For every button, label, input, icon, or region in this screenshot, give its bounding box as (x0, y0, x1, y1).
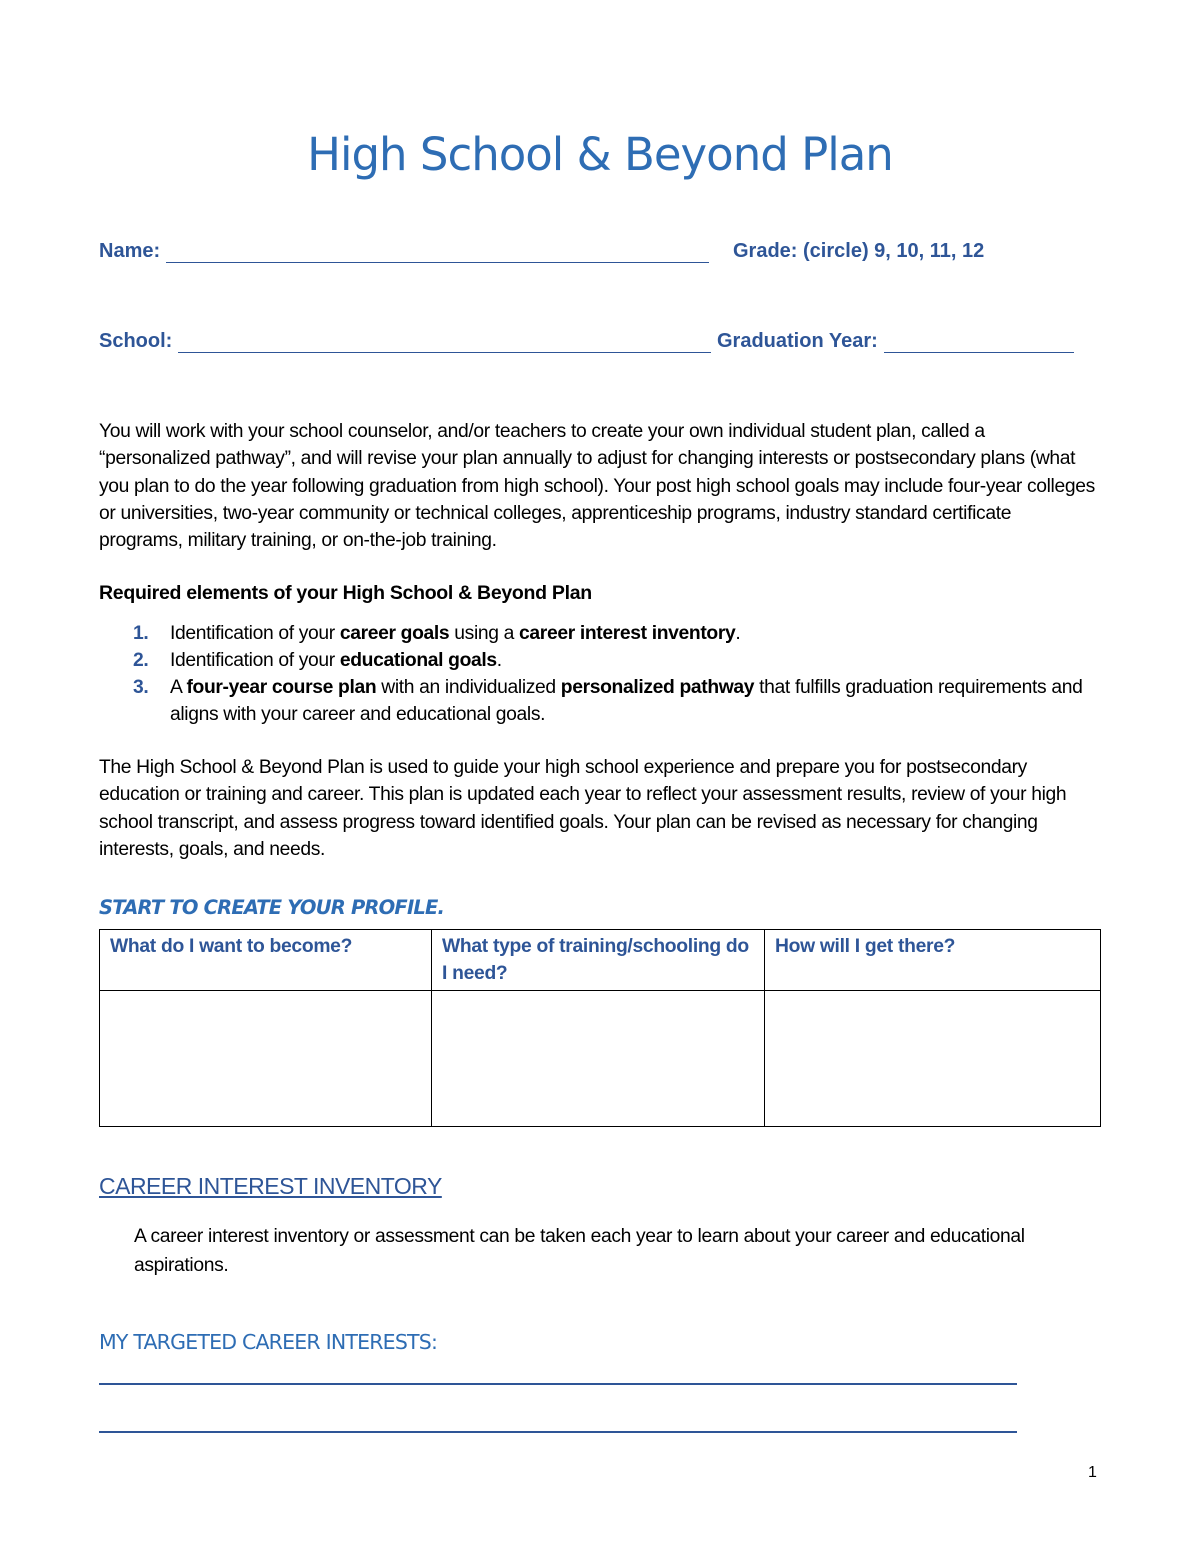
graduation-year-field (717, 330, 1074, 353)
school-field (99, 330, 711, 353)
name-label: Name: (99, 240, 161, 262)
answer-cell-get-there[interactable] (765, 991, 1101, 1127)
graduation-year-label: Graduation Year: (717, 330, 878, 352)
page-title: High School & Beyond Plan (307, 128, 893, 181)
list-item: 2. Identification of your educational goals. (99, 647, 1099, 674)
required-elements-heading: Required elements of your High School & Beyond Plan (99, 582, 592, 604)
targeted-career-heading: MY TARGETED CAREER INTERESTS: (99, 1330, 438, 1354)
page-number: 1 (1088, 1464, 1097, 1481)
graduation-year-blank-line[interactable] (884, 332, 1074, 353)
table-header-row (100, 930, 1101, 991)
column-header: What type of training/schooling do I need? (432, 930, 765, 991)
profile-table (99, 929, 1101, 1127)
answer-cell-become[interactable] (100, 991, 432, 1127)
list-item: 1. Identification of your career goals using a career interest inventory. (99, 620, 1099, 647)
name-blank-line[interactable] (166, 242, 709, 263)
intro-paragraph: You will work with your school counselor, and/or teachers to create your own individual student plan, called a “personalized pathway”, and will revise your plan annually to adjust for changing interests or postsecondary plans (what you plan to do the year following graduation from high school). Your post high school goals may include four-year colleges or universities, two-year community or technical colleges, apprenticeship programs, industry standard certificate programs, military training, or on-the-job training. (99, 421, 1095, 552)
name-field (99, 240, 709, 263)
career-interest-line[interactable] (99, 1431, 1017, 1433)
column-header: How will I get there? (765, 930, 1101, 991)
career-inventory-text: A career interest inventory or assessment can be taken each year to learn about your career and educational aspirations. (134, 1226, 1025, 1276)
career-inventory-heading[interactable]: CAREER INTEREST INVENTORY (99, 1173, 442, 1199)
column-header: What do I want to become? (100, 930, 432, 991)
required-elements-list (99, 620, 1099, 728)
list-item: 3. A four-year course plan with an individualized personalized pathway that fulfills graduation requirements and aligns with your career and educational goals. (99, 674, 1099, 728)
list-number: 1. (133, 623, 149, 644)
list-number: 2. (133, 650, 149, 671)
grade-label: Grade: (circle) 9, 10, 11, 12 (733, 240, 985, 262)
career-interest-line[interactable] (99, 1383, 1017, 1385)
grade-field (733, 240, 984, 263)
school-label: School: (99, 330, 173, 352)
list-number: 3. (133, 677, 149, 698)
table-row (100, 991, 1101, 1127)
school-blank-line[interactable] (178, 332, 711, 353)
guide-paragraph: The High School & Beyond Plan is used to guide your high school experience and prepare you for postsecondary education or training and career. This plan is updated each year to reflect your assessment results, review of your high school transcript, and assess progress toward identified goals. Your plan can be revised as necessary for changing interests, goals, and needs. (99, 757, 1067, 860)
profile-heading: START TO CREATE YOUR PROFILE. (99, 896, 445, 919)
answer-cell-training[interactable] (432, 991, 765, 1127)
